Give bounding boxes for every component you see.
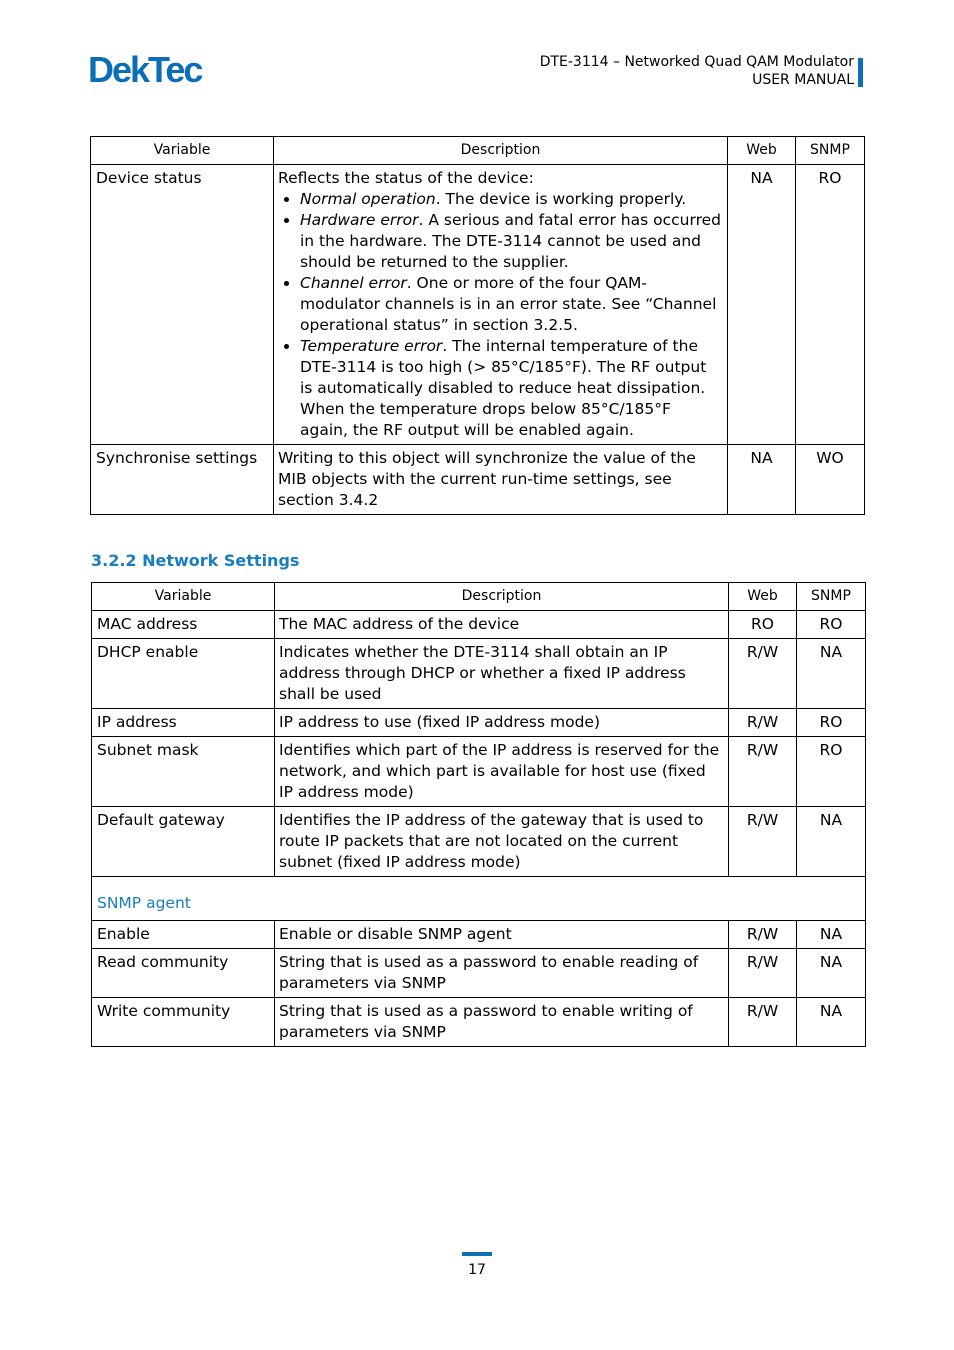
description-cell: Writing to this object will synchronize the value of the MIB objects with the current run-time settings, see section 3.4.2 [274, 445, 728, 515]
description-cell: IP address to use (fixed IP address mode) [275, 709, 729, 737]
variable-cell: Subnet mask [92, 737, 275, 807]
variable-cell: IP address [92, 709, 275, 737]
table-row [91, 445, 865, 515]
description-cell: The MAC address of the device [275, 611, 729, 639]
doc-title: DTE-3114 – Networked Quad QAM Modulator [539, 54, 854, 70]
device-status-table [90, 136, 865, 515]
description-cell: Identifies the IP address of the gateway that is used to route IP packets that are not located on the current subnet (fixed IP address mode) [275, 807, 729, 877]
status-list [278, 189, 723, 441]
table-row [92, 639, 866, 709]
snmp-cell: NA [797, 807, 866, 877]
header-description: Description [274, 137, 728, 165]
table-row [92, 807, 866, 877]
footer-accent-bar [462, 1252, 492, 1256]
web-cell: R/W [729, 949, 797, 998]
table-row [91, 165, 865, 445]
snmp-cell: RO [797, 737, 866, 807]
table-row [92, 611, 866, 639]
web-cell: R/W [729, 709, 797, 737]
dektec-logo [88, 50, 220, 90]
web-cell: R/W [729, 921, 797, 949]
snmp-cell: NA [797, 998, 866, 1047]
table-row [92, 921, 866, 949]
header-variable: Variable [91, 137, 274, 165]
page-number: 17 [468, 1262, 486, 1278]
table-row [92, 709, 866, 737]
list-item: • Temperature error. The internal temperature of the DTE-3114 is too high (> 85°C/185°F). The RF output is automatically disabled to reduce heat dissipation. When the temperature drops below 85°C/185°F again, the RF output will be enabled again. [300, 336, 723, 441]
snmp-agent-subheading: SNMP agent [92, 877, 866, 921]
snmp-cell: NA [797, 949, 866, 998]
variable-cell: Synchronise settings [91, 445, 274, 515]
svg-text:DekTec: DekTec [88, 50, 202, 90]
list-item: • Channel error. One or more of the four QAM-modulator channels is in an error state. See “Channel operational status” in section 3.2.5. [300, 273, 723, 336]
web-cell: R/W [729, 737, 797, 807]
variable-cell: Device status [91, 165, 274, 445]
variable-cell: MAC address [92, 611, 275, 639]
description-cell: Indicates whether the DTE-3114 shall obtain an IP address through DHCP or whether a fixed IP address shall be used [275, 639, 729, 709]
snmp-cell: RO [797, 709, 866, 737]
description-cell: Enable or disable SNMP agent [275, 921, 729, 949]
document-header [540, 53, 854, 89]
header-web: Web [729, 583, 797, 611]
header-description: Description [275, 583, 729, 611]
description-cell: String that is used as a password to enable writing of parameters via SNMP [275, 998, 729, 1047]
snmp-cell: NA [797, 639, 866, 709]
snmp-cell: RO [796, 165, 865, 445]
variable-cell: DHCP enable [92, 639, 275, 709]
description-cell: String that is used as a password to enable reading of parameters via SNMP [275, 949, 729, 998]
web-cell: NA [728, 445, 796, 515]
header-accent-bar [858, 58, 863, 87]
variable-cell: Enable [92, 921, 275, 949]
description-intro: Reflects the status of the device: [278, 169, 534, 187]
table-row [92, 737, 866, 807]
variable-cell: Default gateway [92, 807, 275, 877]
table-header-row [91, 137, 865, 165]
variable-cell: Read community [92, 949, 275, 998]
web-cell: RO [729, 611, 797, 639]
web-cell: R/W [729, 807, 797, 877]
doc-subtitle: USER MANUAL [752, 72, 854, 88]
header-snmp: SNMP [796, 137, 865, 165]
table-row [92, 998, 866, 1047]
web-cell: NA [728, 165, 796, 445]
web-cell: R/W [729, 639, 797, 709]
description-cell [274, 165, 728, 445]
list-item: • Normal operation. The device is working properly. [300, 189, 723, 210]
section-heading: 3.2.2 Network Settings [91, 551, 300, 570]
table-subheading-row [92, 877, 866, 921]
description-cell: Identifies which part of the IP address is reserved for the network, and which part is available for host use (fixed IP address mode) [275, 737, 729, 807]
network-settings-table [91, 582, 866, 1047]
variable-cell: Write community [92, 998, 275, 1047]
web-cell: R/W [729, 998, 797, 1047]
list-item: • Hardware error. A serious and fatal error has occurred in the hardware. The DTE-3114 cannot be used and should be returned to the supplier. [300, 210, 723, 273]
snmp-cell: RO [797, 611, 866, 639]
header-snmp: SNMP [797, 583, 866, 611]
snmp-cell: WO [796, 445, 865, 515]
table-row [92, 949, 866, 998]
header-web: Web [728, 137, 796, 165]
snmp-cell: NA [797, 921, 866, 949]
header-variable: Variable [92, 583, 275, 611]
table-header-row [92, 583, 866, 611]
